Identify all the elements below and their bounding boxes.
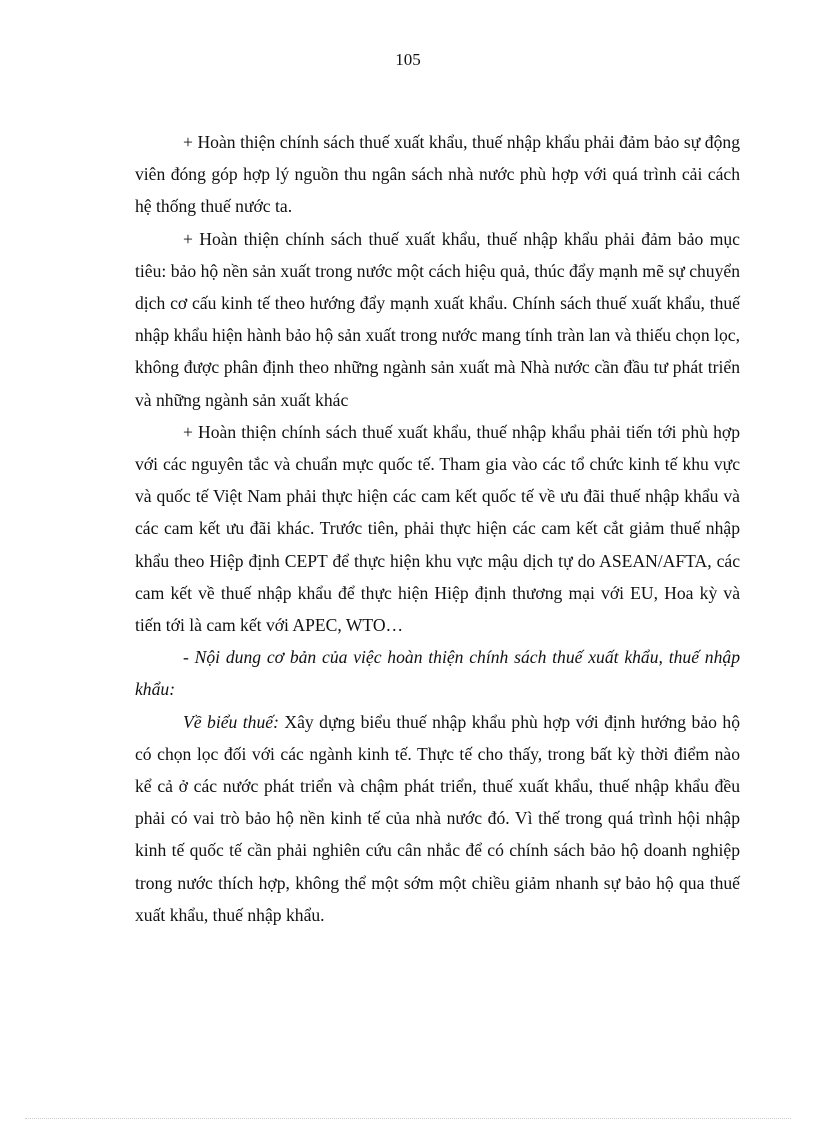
page-bottom-divider (25, 1118, 791, 1119)
paragraph-domestic-protection: + Hoàn thiện chính sách thuế xuất khẩu, thuế nhập khẩu phải đảm bảo mục tiêu: bảo hộ nền sản xuất trong nước một cách hiệu quả, thúc đẩy mạnh mẽ sự chuyển dịch cơ cấu kinh tế theo hướng đẩy mạnh xuất khẩu. Chính sách thuế xuất khẩu, thuế nhập khẩu hiện hành bảo hộ sản xuất trong nước mang tính tràn lan và thiếu chọn lọc, không được phân định theo những ngành sản xuất mà Nhà nước cần đầu tư phát triển và những ngành sản xuất khác (135, 228, 740, 410)
paragraph-international-standards: + Hoàn thiện chính sách thuế xuất khẩu, thuế nhập khẩu phải tiến tới phù hợp với các nguyên tắc và chuẩn mực quốc tế. Tham gia vào các tổ chức kinh tế khu vực và quốc tế Việt Nam phải thực hiện các cam kết quốc tế về ưu đãi thuế nhập khẩu và các cam kết ưu đãi khác. Trước tiên, phải thực hiện các cam kết cắt giảm thuế nhập khẩu theo Hiệp định CEPT để thực hiện khu vực mậu dịch tự do ASEAN/AFTA, các cam kết về thuế nhập khẩu để thực hiện Hiệp định thương mại với EU, Hoa kỳ và tiến tới là cam kết với APEC, WTO… (135, 421, 740, 636)
tariff-schedule-body: Xây dựng biểu thuế nhập khẩu phù hợp với định hướng bảo hộ có chọn lọc đối với các ngành kinh tế. Thực tế cho thấy, trong bất kỳ thời điểm nào kể cả ở các nước phát triển và chậm phát triển, thuế xuất khẩu, thuế nhập khẩu đều phải có vai trò bảo hộ nền kinh tế của nhà nước đó. Vì thế trong quá trình hội nhập kinh tế quốc tế cần phải nghiên cứu cân nhắc để có chính sách bảo hộ doanh nghiệp trong nước thích hợp, không thể một sớm một chiều giảm nhanh sự bảo hộ qua thuế xuất khẩu, thuế nhập khẩu. (135, 711, 740, 925)
section-heading-basic-content: - Nội dung cơ bản của việc hoàn thiện chính sách thuế xuất khẩu, thuế nhập khẩu: (135, 647, 740, 700)
document-body (135, 126, 740, 931)
paragraph-tax-revenue: + Hoàn thiện chính sách thuế xuất khẩu, thuế nhập khẩu phải đảm bảo sự động viên đóng góp hợp lý nguồn thu ngân sách nhà nước phù hợp với quá trình cải cách hệ thống thuế nước ta. (135, 132, 740, 217)
paragraph-tariff-schedule (135, 706, 740, 931)
page-number: 105 (395, 50, 421, 69)
tariff-schedule-lead: Về biểu thuế: (183, 711, 279, 732)
